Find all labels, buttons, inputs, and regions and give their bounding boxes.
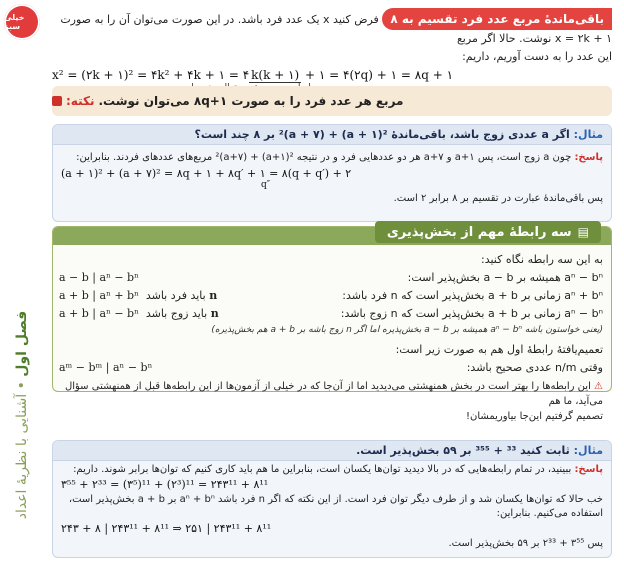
sidebar	[0, 0, 44, 562]
underbrace-term: k(k + ۱)	[251, 68, 300, 82]
relation-general: وقتی n/m عددی صحیح باشد: aᵐ − bᵐ | aⁿ − bⁿ	[59, 361, 603, 374]
section-text-1: فرض کنید x یک عدد فرد باشد. در این صورت می‌توان آن را به صورت x = ۲k + ۱ نوشت. حالا اگر مربع	[60, 13, 612, 45]
relations-italic-note: (یعنی خواستون باشه aⁿ − bⁿ همیشه بر a − b بخش‌پذیره اما اگر n زوج باشه بر a + b هم بخش‌پذیره)	[211, 325, 603, 335]
example2-eq2: ۲۴۳ + ۸ | ۲۴۳¹¹ + ۸¹¹ ⇒ ۲۵۱ | ۲۴۳¹¹ + ۸¹¹	[61, 522, 272, 535]
equation-under: q″	[261, 180, 271, 190]
example2-question: ثابت کنید ³³ + ³⁵⁵ بر ۵۹ بخش‌پذیر است.	[356, 444, 570, 457]
odd-square-equation: x² = (۲k + ۱)² = ۴k² + ۴k + ۱ = ۴ k(k + ۱) + ۱ = ۴(۲q) + ۱ = ۸q + ۱	[52, 68, 454, 82]
pencil-icon	[52, 96, 62, 106]
warning-text: ⚠ این رابطه‌ها را بهتر است در بخش همنهشتی می‌دیدید اما از آن‌جا که در خیلی از آزمون‌ها از این رابطه‌ها قبل از همنهشتی سؤال می‌آید، ما هم تصمیم گرفتیم این‌جا بیاوریمشان!	[64, 381, 603, 422]
note-text: مربع هر عدد فرد را به صورت ۸q+۱ می‌توان نوشت.	[98, 94, 404, 108]
example-conclusion: پس باقی‌ماندهٔ عبارت در تقسیم بر ۸ برابر ۲ است.	[393, 193, 603, 204]
example2-text2: خب حالا که توان‌ها یکسان شد و از طرف دیگر توان فرد است. از این نکته که اگر n فرد باشد aⁿ + bⁿ بر a + b بخش‌پذیر است، استفاده می‌کنیم. بنابراین:	[68, 494, 603, 519]
example-2	[52, 440, 612, 558]
content	[44, 0, 618, 562]
relations-title-bar	[375, 221, 601, 243]
note-tag: نکته:	[66, 94, 95, 108]
section-title: باقی‌ماندهٔ مربع عدد فرد تقسیم به ۸	[382, 8, 612, 30]
answer2-text: ببینید، در تمام رابطه‌هایی که در بالا دیدید توان‌ها یکسان است، بنابراین ما هم باید کاری کنیم که توان‌ها برابر شوند. داریم:	[73, 464, 572, 475]
relation-row-1: aⁿ − bⁿ همیشه بر a − b بخش‌پذیر است: a − b | aⁿ − bⁿ	[59, 271, 603, 284]
warning-icon: ⚠	[594, 381, 603, 392]
example-tag: مثال:	[573, 128, 603, 141]
relation-row-3: aⁿ − bⁿ زمانی بر a + b بخش‌پذیر است که n زوج باشد: a + b | aⁿ − bⁿ باید زوج باشد n	[59, 307, 603, 320]
chapter-subtitle: آشنایی با نظریهٔ اعداد	[14, 393, 30, 520]
example2-eq1: ۳⁵⁵ + ۲³³ = (۳⁵)¹¹ + (۲³)¹¹ = ۲۴۳¹¹ + ۸¹¹	[61, 478, 269, 491]
example-equation: (a + ۱)² + (a + ۷)² = ۸q + ۱ + ۸q′ + ۱ = ۸(q + q′) + ۲	[61, 167, 352, 180]
example2-conclusion: پس ۳⁵⁵ + ۲³³ بر ۵۹ بخش‌پذیر است.	[448, 538, 603, 549]
answer2-tag: پاسخ:	[574, 464, 603, 475]
chapter-label: فصل اول • آشنایی با نظریهٔ اعداد	[14, 310, 30, 520]
example-question: اگر a عددی زوج باشد، باقی‌ماندهٔ ²(a + ۱) + ²(a + ۷) بر ۸ چند است؟	[194, 128, 570, 141]
section-text-2: این عدد را به دست آوریم، داریم:	[462, 50, 612, 63]
notebook-icon: ▤	[577, 225, 589, 239]
relation-row-2: aⁿ + bⁿ زمانی بر a + b بخش‌پذیر است که n فرد باشد: a + b | aⁿ + bⁿ باید فرد باشد n	[59, 289, 603, 302]
relations-title: سه رابطهٔ مهم از بخش‌پذیری	[386, 224, 572, 240]
relations-intro: به این سه رابطه نگاه کنید:	[480, 253, 603, 266]
example2-tag: مثال:	[573, 444, 603, 457]
relations-box	[52, 224, 612, 422]
answer-tag: پاسخ:	[574, 152, 603, 163]
chapter-title: فصل اول	[14, 310, 30, 377]
section-odd-square	[52, 8, 612, 93]
note-box	[52, 86, 612, 116]
brand-logo-text: خیلی سبز	[4, 13, 25, 31]
brand-logo	[4, 4, 40, 40]
relations-generalize: تعمیم‌یافتهٔ رابطهٔ اول هم به صورت زیر است:	[395, 343, 603, 356]
example-1	[52, 124, 612, 222]
answer-text: چون a زوج است، پس a+۱ و a+۷ هر دو عددهایی فرد و در نتیجه ²(a+۱) + ²(a+۷) مربع‌های عددهای فردند. بنابراین:	[76, 152, 572, 163]
